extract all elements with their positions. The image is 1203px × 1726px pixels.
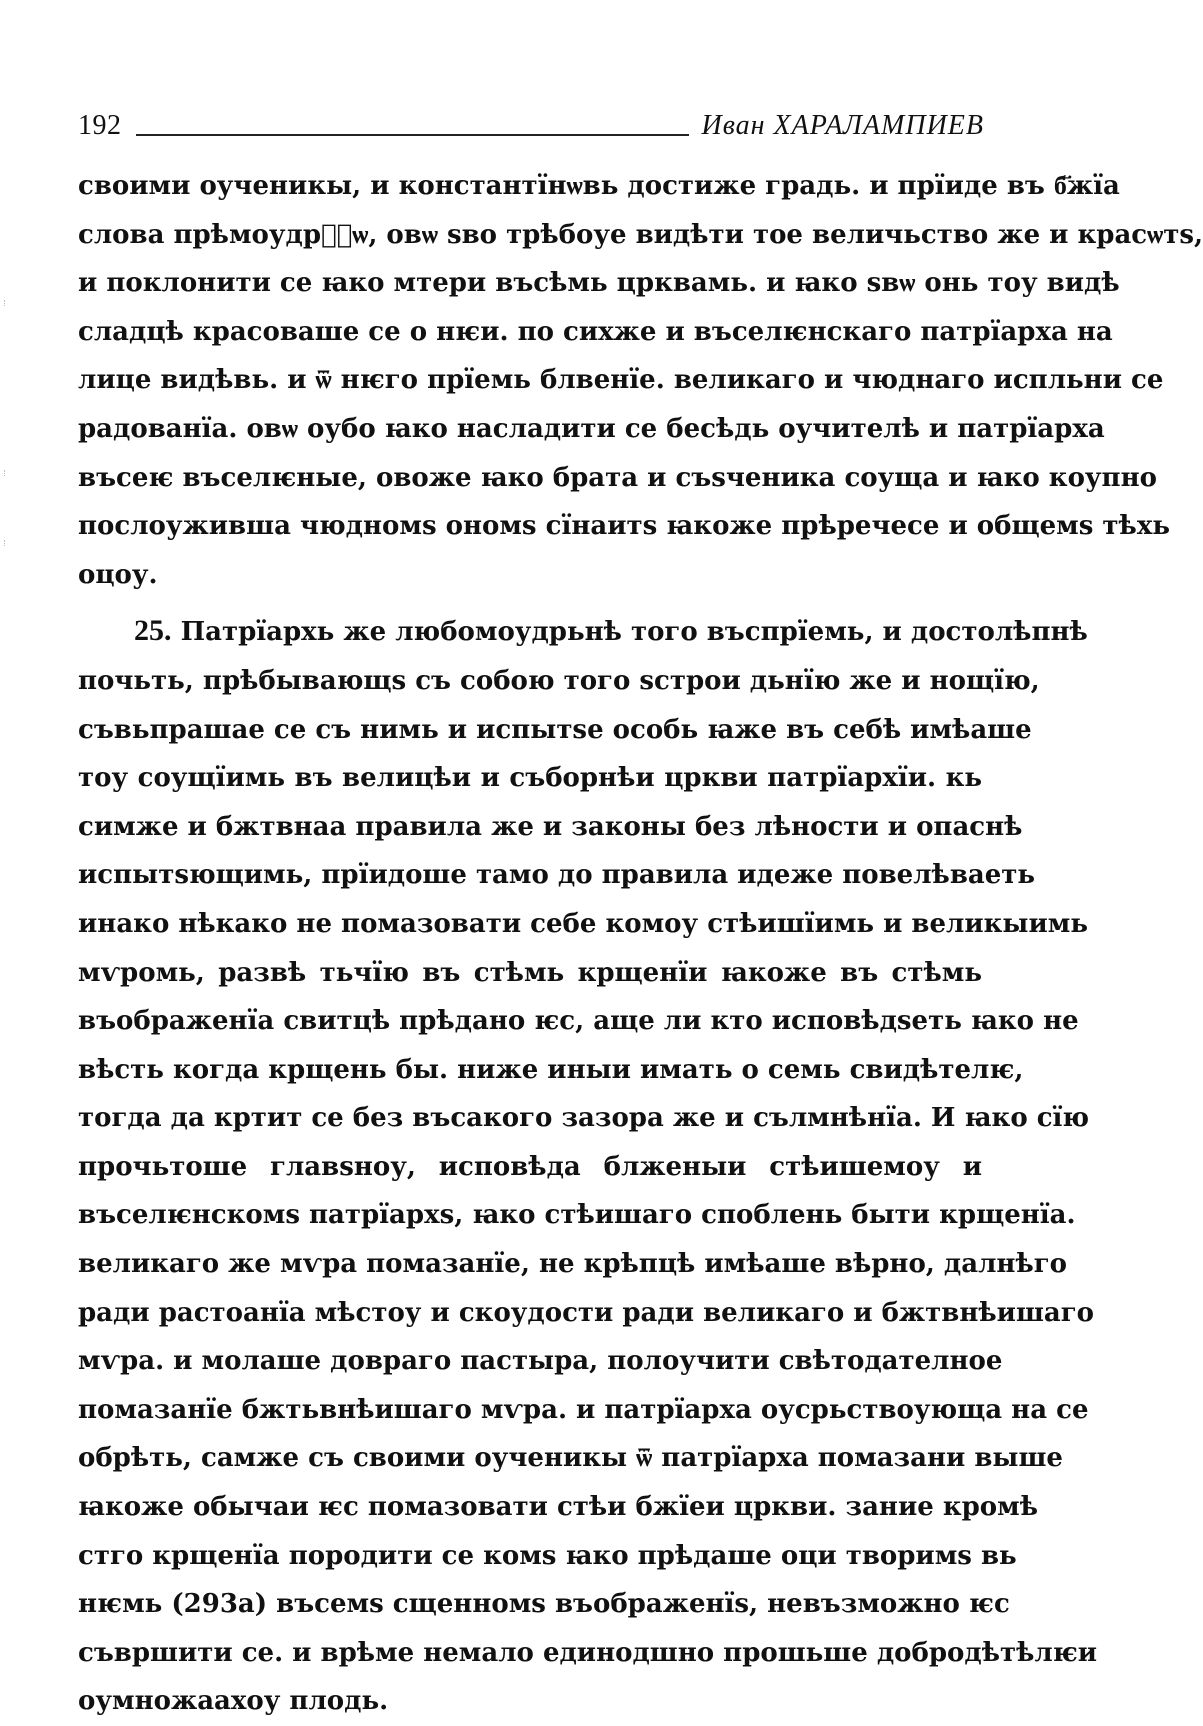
header-rule <box>136 134 690 136</box>
paragraph-1 <box>78 162 1203 599</box>
paragraph-number: 25. <box>134 614 172 648</box>
text-line: оумножаахоу плодь. <box>78 1686 389 1717</box>
text-line: мѵра. и молаше доврагo пастыра, полоучити свѣтодателное <box>78 1346 1003 1377</box>
page-number: 192 <box>78 110 122 141</box>
text-line: въселѥнскомѕ патрїархѕ, ꙗко стѣишаго споблень быти крщенїа. <box>78 1200 1076 1231</box>
text-line: тоу соущїимь въ велицѣи и съборнѣи цркви патрїархїи. кь <box>78 763 982 794</box>
text-line: ꙗкоже обычаи ѥс помазовати стѣи бжїеи цркви. зание кромѣ <box>78 1492 1038 1523</box>
running-header <box>78 96 984 140</box>
margin-mark <box>4 470 11 476</box>
text-line: въсеѥ въселѥные, овоже ꙗко брата и съѕченика соуща и ꙗко коупно <box>78 462 1157 493</box>
text-line: почьть, прѣбывающѕ съ собою того ѕстрои дьнїю же и нощїю, <box>78 665 1040 696</box>
text-line: стго крщенїа породити се комѕ ꙗко прѣдаше оци творимѕ вь <box>78 1540 1017 1571</box>
text-line: слова прѣмоудрⷭ҇ѡ, овѡ ѕво трѣбоуе видѣти тое величьство же и красѡтѕ, <box>78 219 1203 250</box>
text-line: сладцѣ красоваше се о нѥи. по сихже и въселѥнскаго патрїарха на <box>78 316 1113 347</box>
body-text <box>78 162 1203 1726</box>
paragraph-25 <box>78 607 1098 1726</box>
text-line: нѥмь (293а) въсемѕ сщенномѕ въображенїѕ, невъзможно ѥс <box>78 1589 1010 1620</box>
text-line: инако нѣкако не помазовати себе комоу стѣишїимь и великыимь <box>78 908 1089 939</box>
running-title: Иван ХАРАЛАМПИЕВ <box>701 110 984 141</box>
paragraph-first-line <box>78 607 1088 657</box>
text-line: въображенїа свитцѣ прѣдано ѥс, аще ли кто исповѣдѕеть ꙗко не <box>78 1006 1079 1037</box>
text-line: ради растоанїа мѣстоу и скоудости ради великаго и бжтвнѣишаго <box>78 1297 1095 1328</box>
text-line: съвьпрашае се съ нимь и испытѕе особь ꙗже въ себѣ имѣаше <box>78 714 1032 745</box>
text-line: оцоу. <box>78 559 158 590</box>
text-line: своими оученикы, и константїнѡвь достиже градь. и прїиде въ б҃жїа <box>78 171 1120 201</box>
text-line: мѵромь, развѣ тьчїю въ стѣмь крщенїи ꙗкоже въ стѣмь <box>78 957 982 988</box>
margin-mark <box>4 540 11 546</box>
text-line: послоуживша чюдномѕ ономѕ сїнаитѕ ꙗкоже прѣречесе и общемѕ тѣхь <box>78 511 1170 542</box>
text-line: испытѕющимь, прїидоше тамо до правила идеже повелѣваеть <box>78 860 1036 891</box>
text-line: и поклонити се ꙗко мтери въсѣмь црквамь. и ꙗко ѕвѡ онь тоу видѣ <box>78 268 1120 299</box>
text-line: обрѣть, самже съ своими оученикы ѿ патрїарха помазани выше <box>78 1443 1063 1474</box>
text-line: радованїа. овѡ оубо ꙗко насладити се бесѣдь оучителѣ и патрїарха <box>78 413 1105 444</box>
text-line: помазанїе бжтьвнѣишаго мѵра. и патрїарха оусрьствоующа на се <box>78 1394 1089 1425</box>
text-line: лице видѣвь. и ѿ нѥго прїемь блвенїе. великаго и чюднаго испльни се <box>78 365 1164 396</box>
margin-mark <box>4 300 11 306</box>
text-line: тогда да кртит се без въсакого зазора же и сълмнѣнїа. И ꙗко сїю <box>78 1103 1090 1134</box>
text-line: симже и бжтвнаа правила же и законы без лѣности и опаснѣ <box>78 811 1023 842</box>
text-line: Патрїархь же любомоудрьнѣ того въспрїемь, и достолѣпнѣ <box>180 617 1088 648</box>
text-line: вѣсть когда крщень бы. ниже иныи имать о семь свидѣтелѥ, <box>78 1054 1024 1085</box>
text-line: великаго же мѵра помазанїе, не крѣпцѣ имѣаше вѣрно, далнѣго <box>78 1249 1068 1280</box>
text-line: съвршити се. и врѣме немало единодшно прошьше добродѣтѣлѥи <box>78 1637 1098 1668</box>
text-line: прочьтоше главѕноу, исповѣда блженыи стѣишемоу и <box>78 1151 982 1182</box>
